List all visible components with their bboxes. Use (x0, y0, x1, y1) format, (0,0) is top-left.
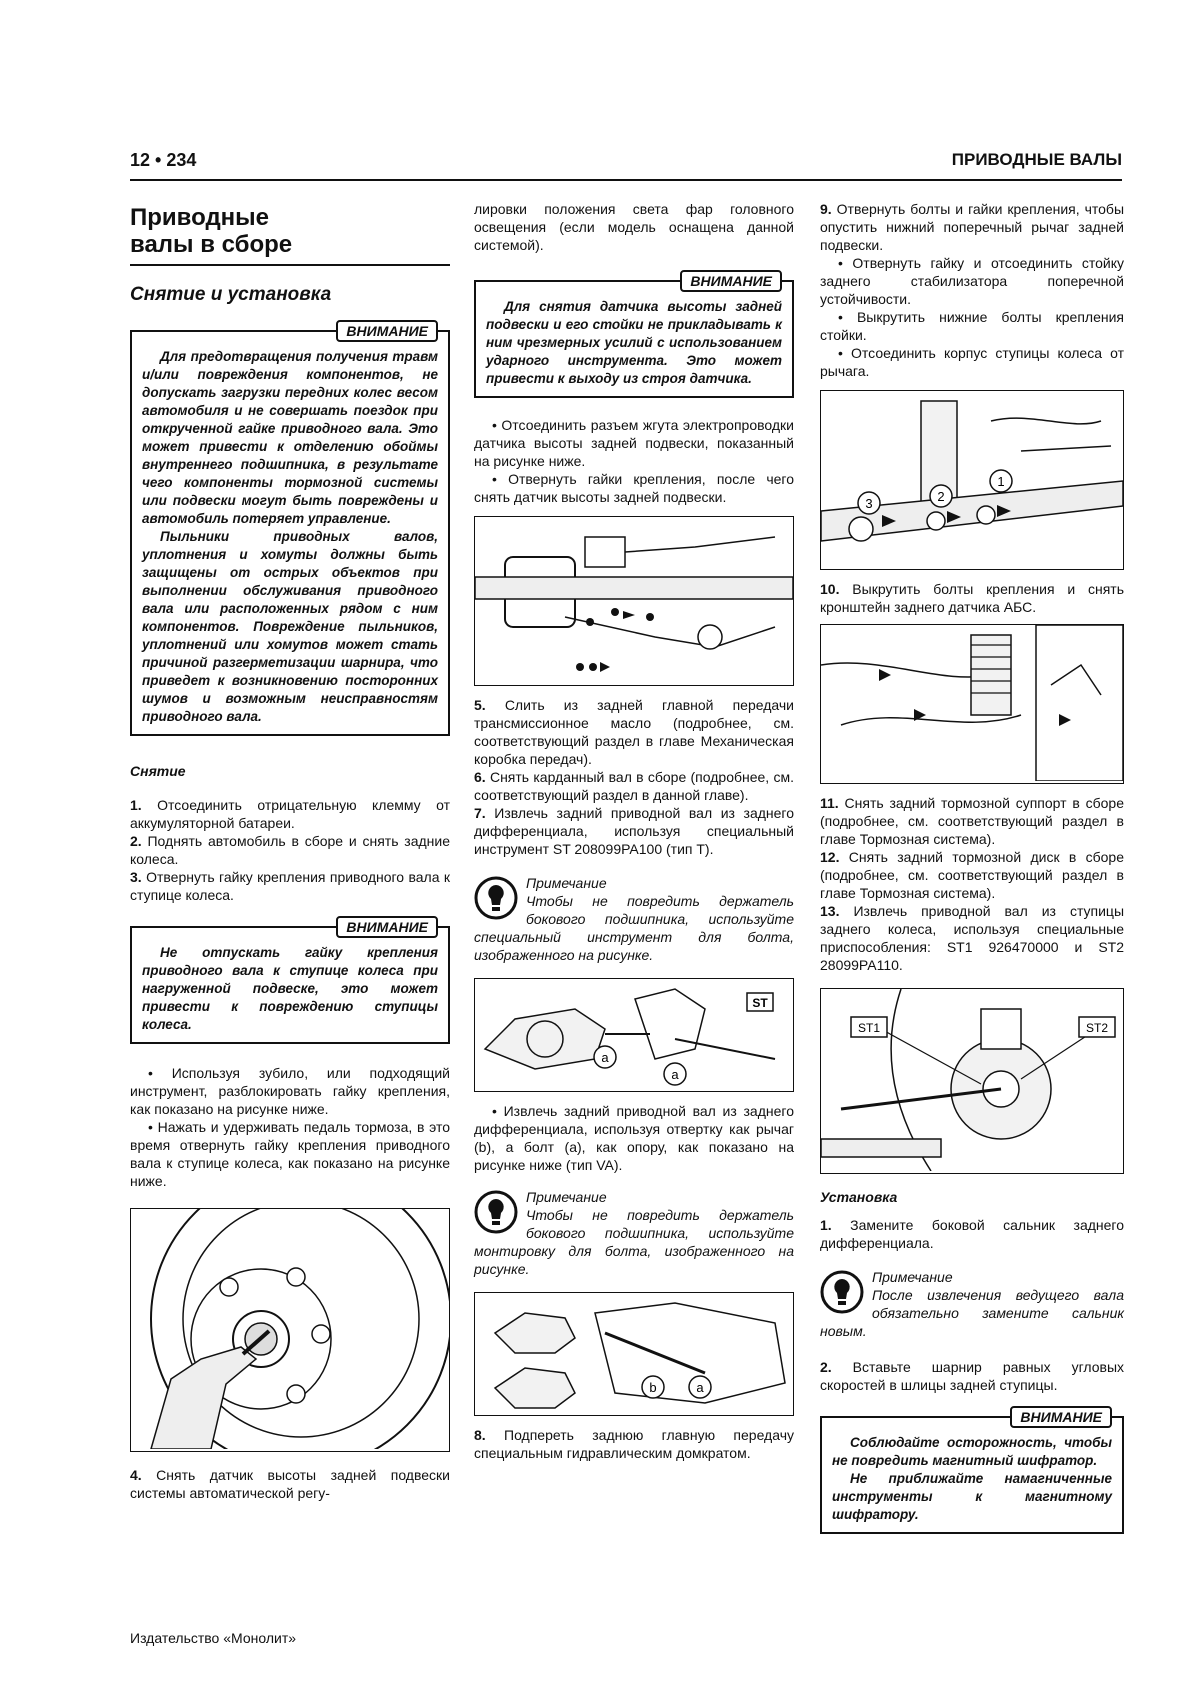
publisher-footer: Издательство «Монолит» (130, 1630, 297, 1646)
install-step-1 (820, 1216, 1124, 1252)
figure-differential-st (474, 978, 794, 1092)
bullet-item: • Используя зубило, или подходящий инструмент, разблокировать гайку крепления, как показано на рисунке ниже. (130, 1065, 450, 1117)
step-8 (474, 1426, 794, 1462)
note-1 (474, 874, 794, 964)
warning-label: ВНИМАНИЕ (680, 270, 782, 292)
bullet-item: • Отсоединить корпус ступицы колеса от рычага. (820, 345, 1124, 379)
label-a: a (601, 1050, 609, 1065)
step-number: 6. (474, 769, 486, 785)
step-7 (474, 804, 794, 858)
bullet-item: • Нажать и удерживать педаль тормоза, в это время отвернуть гайку крепления приводного вала к ступице колеса, как показано на рисунке ниже. (130, 1119, 450, 1189)
column-2 (474, 200, 794, 1462)
bullet-item: • Отсоединить разъем жгута электропроводки датчика высоты задней подвески, показанный на рисунке ниже. (474, 417, 794, 469)
step-number: 9. (820, 201, 832, 217)
step-text: Выкрутить болты крепления и снять кронштейн заднего датчика АБС. (820, 581, 1125, 615)
figure-lower-arm (820, 390, 1124, 570)
step-number: 12. (820, 849, 840, 865)
figure-abs-bracket (820, 624, 1124, 784)
step-3 (130, 868, 450, 904)
height-sensor-illustration (475, 517, 793, 683)
st1-st2-illustration (821, 989, 1123, 1171)
step-4 (130, 1466, 450, 1502)
figure-differential-lever (474, 1292, 794, 1416)
header-rule (130, 179, 1122, 181)
label-st1: ST1 (857, 1021, 881, 1035)
step-number: 13. (820, 903, 840, 919)
step-text: Отвернуть болты и гайки крепления, чтобы опустить нижний поперечный рычаг задней подвески. (820, 201, 1125, 253)
step-number: 7. (474, 805, 486, 821)
installation-heading: Установка (820, 1189, 898, 1205)
wheel-hub-illustration (131, 1209, 449, 1449)
step-text: Снять карданный вал в сборе (подробнее, см. соответствующий раздел в данной главе). (474, 769, 794, 803)
step-1 (130, 796, 450, 832)
bullet-item: • Извлечь задний приводной вал из заднего дифференциала, используя отвертку как рычаг (b), а болт (a), как опору, как показано на рисунке ниже (тип VA). (474, 1103, 794, 1173)
label-a: a (696, 1380, 704, 1395)
warning-text: Не отпускать гайку крепления приводного вала к ступице колеса при нагруженной подвеске, это может привести к повреждению ступицы колеса. (142, 945, 438, 1032)
step-number: 8. (474, 1427, 486, 1443)
step-text: Извлечь приводной вал из ступицы заднего колеса, используя специальные приспособления: ST1 926470000 и ST2 28099PA110. (820, 903, 1125, 973)
step-6 (474, 768, 794, 804)
step-text: Снять задний тормозной суппорт в сборе (подробнее, см. соответствующий раздел в главе Тормозная система). (820, 795, 1124, 847)
label-a: a (671, 1067, 679, 1082)
step-number: 5. (474, 697, 486, 713)
removal-heading: Снятие (130, 763, 186, 779)
step-5 (474, 696, 794, 768)
section-title (130, 204, 450, 258)
note-title: Примечание (526, 875, 607, 891)
step-10 (820, 580, 1124, 616)
lightbulb-icon (820, 1270, 864, 1314)
step-text: Поднять автомобиль в сборе и снять задние колеса. (130, 833, 450, 867)
label-st2: ST2 (1085, 1021, 1109, 1035)
note-2 (474, 1188, 794, 1278)
label-b: b (649, 1380, 657, 1395)
lightbulb-icon (474, 876, 518, 920)
title-rule (130, 264, 450, 266)
subsection-title: Снятие и установка (130, 284, 332, 305)
callout-1: 1 (997, 474, 1005, 489)
install-step-2 (820, 1358, 1124, 1394)
step-text: Отвернуть гайку крепления приводного вала к ступице колеса. (130, 869, 450, 903)
column-3 (820, 200, 1124, 1552)
label-st: ST (752, 996, 768, 1010)
step-11 (820, 794, 1124, 848)
step-number: 11. (820, 795, 839, 811)
warning-box-3 (474, 273, 794, 398)
step-text: Слить из задней главной передачи трансмиссионное масло (подробнее, см. соответствующий раздел в главе Механическая коробка передач). (474, 697, 794, 767)
section-title-header: ПРИВОДНЫЕ ВАЛЫ (951, 150, 1122, 169)
step-number: 1. (130, 797, 142, 813)
callout-3: 3 (865, 496, 873, 511)
callout-2: 2 (937, 489, 945, 504)
section-title-line1: Приводные (130, 204, 270, 231)
warning-label: ВНИМАНИЕ (336, 916, 438, 938)
note-title: Примечание (872, 1269, 953, 1285)
warning-box-1 (130, 323, 450, 736)
warning-box-4 (820, 1409, 1124, 1534)
step-2 (130, 832, 450, 868)
note-title: Примечание (526, 1189, 607, 1205)
warning-label: ВНИМАНИЕ (336, 320, 438, 342)
figure-st1-st2 (820, 988, 1124, 1174)
warning-text: Пыльники приводных валов, уплотнения и хомуты должны быть защищены от острых объектов при выполнении обслуживания приводного вала или расположенных рядом с ним компонентов. Повреждение пыльников, уплотнений или хомутов может стать причиной разгерметизации шарнира, что приведет к возникновению посторонних шумов и возможным неисправностям приводного вала. (142, 529, 438, 724)
warning-text: Для предотвращения получения травм и/или повреждения компонентов, не допускать загрузки передних колес весом автомобиля и не совершать поездок при открученной гайке приводного вала. Это может привести к отделению обоймы внутреннего подшипника, в результате чего компоненты тормозной системы или подвески могут быть повреждены и автомобиль потеряет управление. (142, 349, 438, 526)
section-title-line2: валы в сборе (130, 231, 293, 258)
warning-box-2 (130, 919, 450, 1044)
step-text: Замените боковой сальник заднего дифференциала. (820, 1217, 1125, 1251)
differential-lever-illustration (475, 1293, 793, 1413)
note-text: Чтобы не повредить держатель бокового подшипника, используйте специальный инструмент для болта, изображенного на рисунке. (474, 893, 794, 963)
note-text: Чтобы не повредить держатель бокового подшипника, используйте монтировку для болта, изображенного на рисунке. (474, 1207, 794, 1277)
step-9 (820, 200, 1124, 254)
step-number: 10. (820, 581, 840, 597)
warning-text: Для снятия датчика высоты задней подвески и его стойки не прикладывать к ним чрезмерных усилий с использованием ударного инструмента. Это может привести к выходу из строя датчика. (486, 299, 782, 386)
step-12 (820, 848, 1124, 902)
step-text: Снять задний тормозной диск в сборе (подробнее, см. соответствующий раздел в главе Тормозная система). (820, 849, 1125, 901)
lower-arm-illustration (821, 391, 1123, 567)
step-number: 2. (820, 1359, 832, 1375)
step-text: Подпереть заднюю главную передачу специальным гидравлическим домкратом. (474, 1427, 794, 1461)
note-text: После извлечения ведущего вала обязательно замените сальник новым. (820, 1287, 1124, 1339)
step-number: 3. (130, 869, 142, 885)
figure-wheel-hub-nut (130, 1208, 450, 1452)
continued-text: лировки положения света фар головного освещения (если модель оснащена данной системой). (474, 201, 794, 253)
differential-st-illustration (475, 979, 793, 1089)
step-text: Снять датчик высоты задней подвески системы автоматической регу- (130, 1467, 450, 1501)
step-number: 1. (820, 1217, 832, 1233)
abs-bracket-illustration (821, 625, 1123, 781)
bullet-item: • Выкрутить нижние болты крепления стойки. (820, 309, 1124, 343)
step-number: 2. (130, 833, 142, 849)
step-number: 4. (130, 1467, 142, 1483)
lightbulb-icon (474, 1190, 518, 1234)
step-13 (820, 902, 1124, 974)
step-text: Вставьте шарнир равных угловых скоростей в шлицы задней ступицы. (820, 1359, 1125, 1393)
bullet-item: • Отвернуть гайки крепления, после чего снять датчик высоты задней подвески. (474, 471, 794, 505)
warning-text: Соблюдайте осторожность, чтобы не повредить магнитный шифратор. (832, 1435, 1112, 1468)
page-number: 12 • 234 (130, 150, 197, 170)
figure-height-sensor (474, 516, 794, 686)
bullet-item: • Отвернуть гайку и отсоединить стойку заднего стабилизатора поперечной устойчивости. (820, 255, 1124, 307)
warning-label: ВНИМАНИЕ (1010, 1406, 1112, 1428)
step-text: Отсоединить отрицательную клемму от аккумуляторной батареи. (130, 797, 450, 831)
note-3 (820, 1268, 1124, 1340)
step-text: Извлечь задний приводной вал из заднего дифференциала, используя специальный инструмент ST 208099PA100 (тип T). (474, 805, 795, 857)
column-1 (130, 200, 450, 1502)
warning-text: Не приближайте намагниченные инструменты к магнитному шифратору. (832, 1471, 1112, 1522)
